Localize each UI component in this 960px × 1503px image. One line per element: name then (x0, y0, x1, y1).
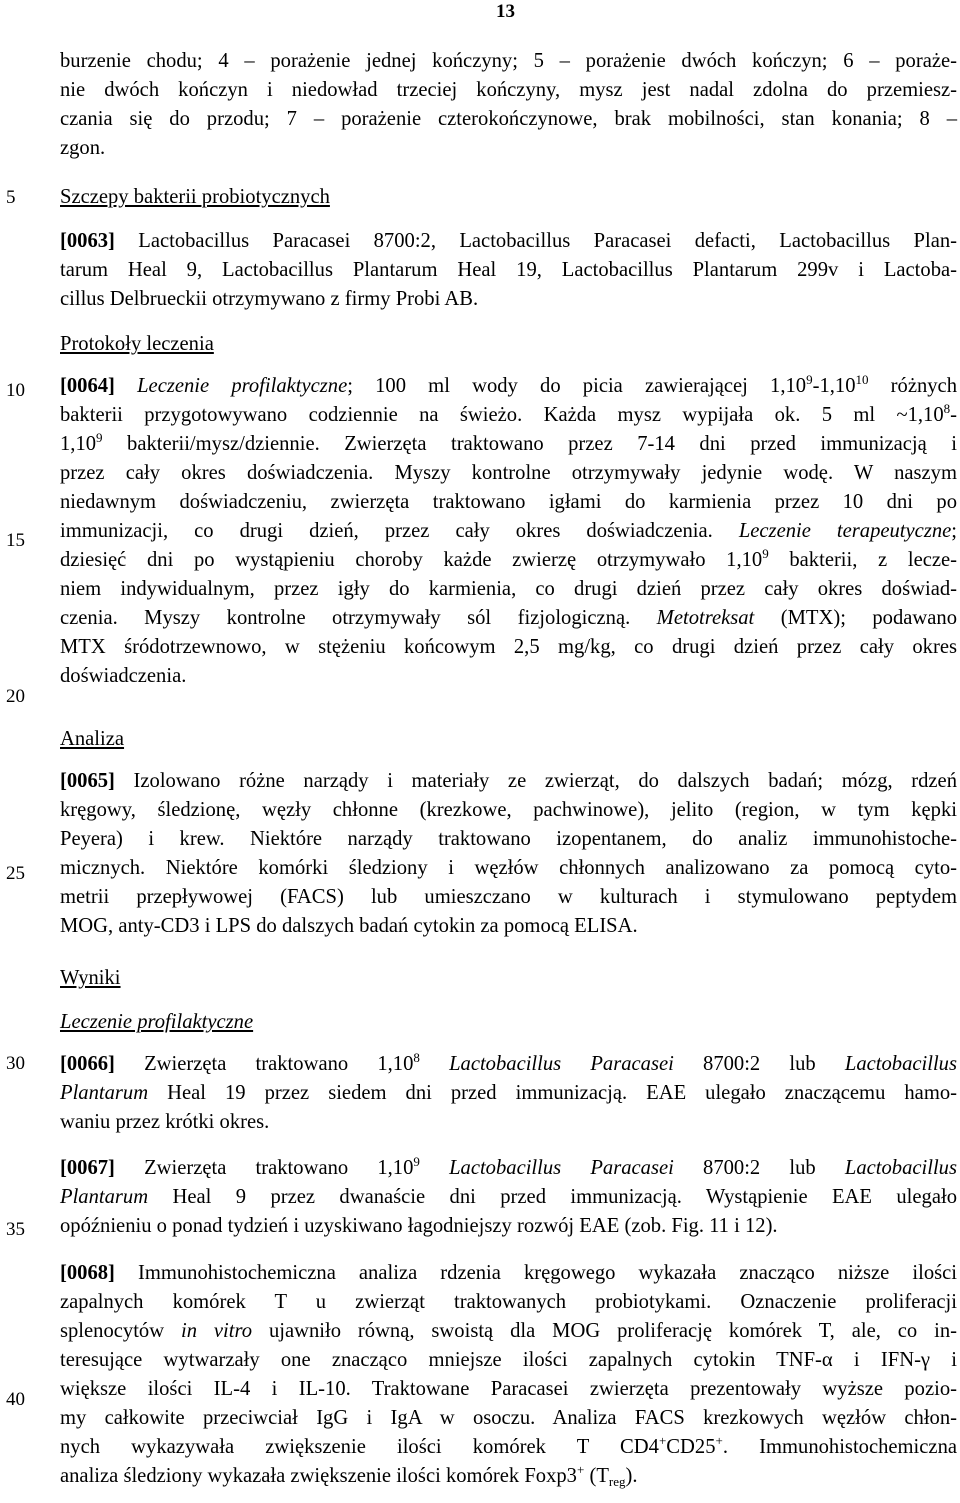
page-number: 13 (496, 1, 515, 22)
paragraph-tag: [0063] (60, 230, 115, 252)
line-number: 40 (6, 1389, 25, 1410)
paragraph-0068: [0068] Immunohistochemiczna analiza rdzenia kręgowego wykazała znacząco niższe ilości zapalnych komórek T u zwierząt traktowanych probiotykami. Oznaczenie proliferacji splenocytów in vitro ujawniło równą, swoistą dla MOG proliferację komórek T, ale, co in- teresujące wytwarzały one znacząco mniejsze ilości zapalnych cytokin TNF-α i IFN-γ i większe ilości IL-4 i IL-10. Traktowane Paracasei zwierzęta prezentowały wyższe pozio- my całkowite przeciwciał IgG i IgA w osoczu. Analiza FACS krezkowych węzłów chłon- nych wykazywała zwiększenie ilości komórek T CD4+CD25+. Immunohistochemiczna analiza śledziony wykazała zwiększenie ilości komórek Foxp3+ $(T_{reg})$. (60, 1262, 958, 1489)
heading-prophylactic: Leczenie profilaktyczne (60, 1011, 254, 1033)
line-number: 20 (6, 686, 25, 707)
line-number: 35 (6, 1219, 25, 1240)
heading-protocols: Protokoły leczenia (60, 333, 214, 355)
paragraph-0063: [0063] Lactobacillus Paracasei 8700:2, Lactobacillus Paracasei defacti, Lactobacillus Plan- tarum Heal 9, Lactobacillus Plantarum Heal 19, Lactobacillus Plantarum 299v i Lactoba- cillus Delbrueckii otrzymywano z firmy Probi AB. (60, 230, 957, 310)
paragraph-0066: [0066] Zwierzęta traktowano 1,10$^8$ Lactobacillus Paracasei 8700:2 lub Lactobacillus Plantarum Heal 19 przez siedem dni przed immunizacją. EAE ulegało znaczącemu hamo- waniu przez krótki okres. (60, 1050, 957, 1133)
heading-strains: Szczepy bakterii probiotycznych (60, 186, 330, 208)
paragraph-0067: [0067] Zwierzęta traktowano 1,10$^9$ Lactobacillus Paracasei 8700:2 lub Lactobacillus Plantarum Heal 9 przez dwanaście dni przed immunizacją. Wystąpienie EAE ulegało opóźnieniu o ponad tydzień i uzyskiwano łagodniejszy rozwój EAE (zob. Fig. 11 i 12). (60, 1154, 957, 1237)
paragraph-0065: [0065] Izolowano różne narządy i materiały ze zwierząt, do dalszych badań; mózg, rdzeń kręgowy, śledzionę, węzły chłonne (krezkowe, pachwinowe), jelito (region, w tym kępki Peyera) i krew. Niektóre narządy traktowano izopentanem, do analiz immunohistoche- micznych. Niektóre komórki śledziony i węzłów chłonnych analizowano za pomocą cyto- metrii przepływowej (FACS) lub umieszczano w kulturach i stymulowano peptydem MOG, anty-CD3 i LPS do dalszych badań cytokin za pomocą ELISA. (60, 770, 957, 937)
line-number: 5 (6, 187, 16, 208)
paragraph-0064: [0064] Leczenie profilaktyczne; 100 ml wody do picia zawierającej 1,10$^9$-1,10$^{10}$ różnych bakterii przygotowywano codziennie na świeżo. Każda mysz wypijała ok. 5 ml ~1,10$^8$- 1,10$^9$ bakterii/mysz/dziennie. Zwierzęta traktowano przez 7-14 dni przed immunizacją i przez cały okres doświadczenia. Myszy kontrolne otrzymywały jedynie wodę. W naszym niedawnym doświadczeniu, zwierzęta traktowano igłami do karmienia przez 10 dni po immunizacji, co drugi dzień, przez cały okres doświadczenia. Leczenie terapeutyczne; dziesięć dni po wystąpieniu choroby każde zwierzę otrzymywało 1,10$^9$ bakterii, z leczе- niem indywidualnym, przez igły do karmienia, co drugi dzień przez cały okres doświad- czenia. Myszy kontrolne otrzymywały sól fizjologiczną. Metotreksat (MTX); podawano MTX śródotrzewnowo, w stężeniu końcowym 2,5 mg/kg, co drugi dzień przez cały okres doświadczenia. (60, 372, 958, 687)
line-number: 30 (6, 1053, 25, 1074)
intro-paragraph: burzenie chodu; 4 – porażenie jednej kończyny; 5 – porażenie dwóch kończyn; 6 – poraże- nie dwóch kończyn i niedowład trzeciej kończyny, mysz jest nadal zdolna do przemiesz- czania się do przodu; 7 – porażenie czterokończynowe, brak mobilności, stan konania; 8 – zgon. (60, 50, 957, 159)
line-number: 15 (6, 530, 25, 551)
line-number: 25 (6, 863, 25, 884)
heading-results: Wyniki (60, 967, 121, 989)
line-number: 10 (6, 380, 25, 401)
heading-analysis: Analiza (60, 728, 125, 750)
